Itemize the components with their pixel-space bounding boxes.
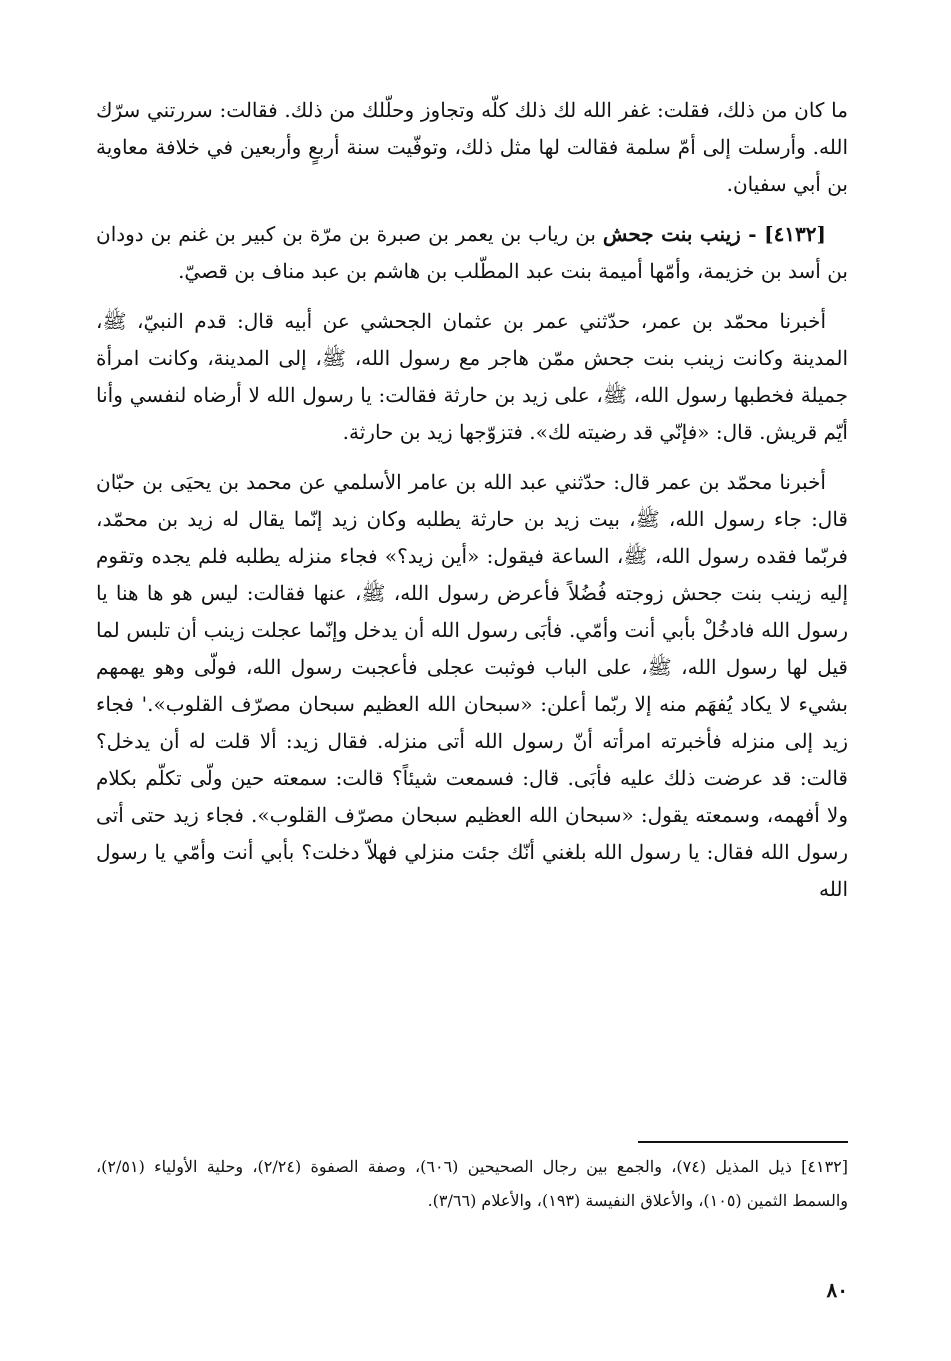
paragraph-text: بن رياب بن يعمر بن صبرة بن مرّة بن كبير بن غنم بن دودان بن أسد بن خزيمة، وأمّها أميمة بنت عبد المطّلب بن هاشم بن عبد مناف بن قصيّ.: [96, 222, 848, 283]
main-text: [96, 92, 848, 908]
paragraph-entry-4132: [96, 216, 848, 290]
paragraph-narration-2: [96, 464, 848, 908]
entry-heading: [٤١٣٢] - زينب بنت جحش: [602, 222, 826, 246]
footnote: [٤١٣٢] ذيل المذيل (٧٤)، والجمع بين رجال الصحيحين (٦٠٦)، وصفة الصفوة (٢/٢٤)، وحلية الأولياء (٢/٥١)، والسمط الثمين (١٠٥)، والأعلاق النفيسة (١٩٣)، والأعلام (٣/٦٦).: [96, 1157, 849, 1210]
page-number: ٨٠: [826, 1278, 848, 1302]
footnote-divider: [638, 1141, 848, 1143]
paragraph-text: أخبرنا محمّد بن عمر، حدّثني عمر بن عثمان الجحشي عن أبيه قال: قدم النبيّ، ﷺ، المدينة وكانت زينب بنت جحش ممّن هاجر مع رسول الله، ﷺ، إلى المدينة، وكانت امرأة جميلة فخطبها رسول الله، ﷺ، على زيد بن حارثة فقالت: يا رسول الله لا أرضاه لنفسي وأنا أيّم قريش. قال: «فإنّي قد رضيته لك». فتزوّجها زيد بن حارثة.: [96, 309, 848, 444]
document-page: [96, 92, 848, 1322]
paragraph-text: ما كان من ذلك، فقلت: غفر الله لك ذلك كلّه وتجاوز وحلّلك من ذلك. فقالت: سررتني سرّك الله. وأرسلت إلى أمّ سلمة فقالت لها مثل ذلك، وتوفّيت سنة أربعٍ وأربعين في خلافة معاوية بن أبي سفيان.: [96, 98, 848, 196]
paragraph-text: أخبرنا محمّد بن عمر قال: حدّثني عبد الله بن عامر الأسلمي عن محمد بن يحيَى بن حبّان قال: جاء رسول الله، ﷺ، بيت زيد بن حارثة يطلبه وكان زيد إنّما يقال له زيد بن محمّد، فربّما فقده رسول الله، ﷺ، الساعة فيقول: «أين زيد؟» فجاء منزله يطلبه فلم يجده وتقوم إليه زينب بنت جحش زوجته فُضُلاً فأعرض رسول الله، ﷺ، عنها فقالت: ليس هو ها هنا يا رسول الله فادخُلْ بأبي أنت وأمّي. فأبَى رسول الله أن يدخل وإنّما عجلت زينب أن تلبس لما قيل لها رسول الله، ﷺ، على الباب فوثبت عجلى فأعجبت رسول الله، فولّى وهو يهمهم بشيء لا يكاد يُفهَم منه إلا ربّما أعلن: «سبحان الله العظيم سبحان مصرّف القلوب».' فجاء زيد إلى منزله فأخبرته امرأته أنّ رسول الله أتى منزله. فقال زيد: ألا قلت له أن يدخل؟ قالت: قد عرضت ذلك عليه فأبَى. قال: فسمعت شيئاً؟ قالت: سمعته حين ولّى تكلّم بكلام ولا أفهمه، وسمعته يقول: «سبحان الله العظيم سبحان مصرّف القلوب». فجاء زيد حتى أتى رسول الله فقال: يا رسول الله بلغني أنّك جئت منزلي فهلاّ دخلت؟ بأبي أنت وأمّي يا رسول الله: [96, 470, 848, 901]
paragraph-continuation: [96, 92, 848, 203]
paragraph-narration-1: [96, 303, 848, 451]
